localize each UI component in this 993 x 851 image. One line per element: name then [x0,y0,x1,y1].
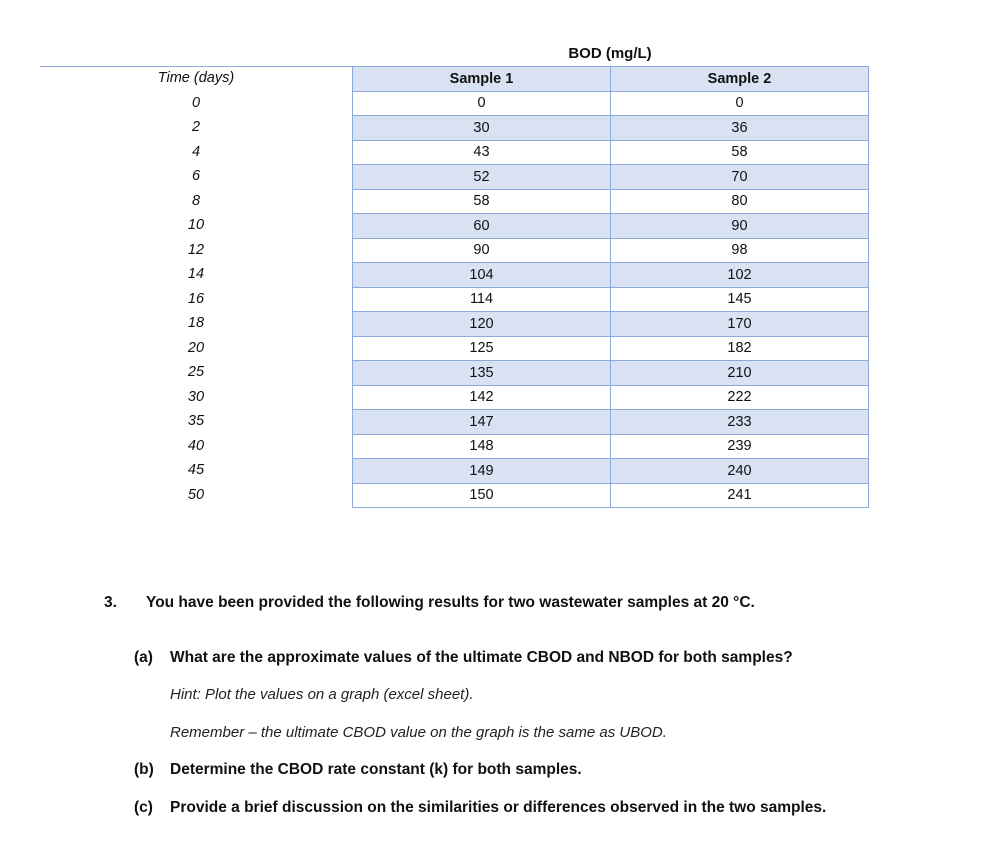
time-cell: 35 [187,413,205,429]
table-row [353,459,869,484]
time-cell: 18 [187,315,205,331]
time-cell: 12 [187,241,205,258]
sample1-cell: 114 [353,287,611,312]
sample2-cell: 182 [611,336,869,361]
part-c [134,799,826,817]
sample2-cell: 170 [611,312,869,337]
table-row [353,263,869,288]
time-cell: 30 [187,388,205,405]
sample2-cell: 98 [611,238,869,263]
table-row [353,140,869,165]
table-row [353,189,869,214]
table-row [353,238,869,263]
sample2-cell: 36 [611,116,869,141]
sample2-cell: 210 [611,361,869,386]
sample1-cell: 52 [353,165,611,190]
time-cell: 40 [187,437,205,454]
question-number: 3. [104,594,117,611]
time-cell: 4 [191,143,201,160]
table-row [353,361,869,386]
question-text: You have been provided the following results for two wastewater samples at 20 °C. [146,594,755,611]
time-cell: 6 [191,168,201,184]
hint-text: Hint: Plot the values on a graph (excel sheet). [170,686,474,703]
sample2-cell: 58 [611,140,869,165]
sample1-cell: 148 [353,434,611,459]
time-cell: 0 [191,94,201,111]
time-cell: 25 [187,364,205,380]
time-header: Time (days) [157,70,235,86]
sample1-cell: 135 [353,361,611,386]
time-cell: 45 [187,462,205,478]
sample1-cell: 104 [353,263,611,288]
sample1-cell: 58 [353,189,611,214]
sample2-cell: 241 [611,483,869,508]
sample1-cell: 30 [353,116,611,141]
time-cell: 16 [187,290,205,307]
bod-table [352,66,869,508]
table-row [353,434,869,459]
table-row [353,214,869,239]
sample1-cell: 90 [353,238,611,263]
sample1-cell: 120 [353,312,611,337]
time-cell: 50 [187,486,205,503]
sample2-cell: 240 [611,459,869,484]
sample2-cell: 233 [611,410,869,435]
sample2-cell: 70 [611,165,869,190]
part-a [134,649,793,667]
table-row [353,165,869,190]
table-row [353,336,869,361]
time-cell: 2 [191,119,201,135]
sample2-cell: 239 [611,434,869,459]
sample2-cell: 90 [611,214,869,239]
sample1-cell: 150 [353,483,611,508]
sample1-cell: 60 [353,214,611,239]
sample1-cell: 125 [353,336,611,361]
bod-column-group-header: BOD (mg/L) [568,45,652,62]
sample1-cell: 142 [353,385,611,410]
table-row [353,483,869,508]
sample2-cell: 80 [611,189,869,214]
table-row [353,91,869,116]
question-3 [104,594,755,612]
table-row [353,116,869,141]
sample1-cell: 149 [353,459,611,484]
sample2-cell: 222 [611,385,869,410]
sample1-cell: 43 [353,140,611,165]
time-column [40,66,352,507]
part-b [134,761,582,779]
time-cell: 8 [191,192,201,209]
remember-text: Remember – the ultimate CBOD value on the graph is the same as UBOD. [170,724,667,741]
sample2-cell: 145 [611,287,869,312]
sample1-cell: 147 [353,410,611,435]
part-b-text: Determine the CBOD rate constant (k) for both samples. [170,761,582,778]
time-cell: 14 [187,266,205,282]
part-b-label: (b) [134,761,154,778]
part-c-label: (c) [134,799,153,816]
part-a-text: What are the approximate values of the ultimate CBOD and NBOD for both samples? [170,649,793,666]
table-row [353,410,869,435]
table-row [353,287,869,312]
sample2-cell: 102 [611,263,869,288]
sample2-cell: 0 [611,91,869,116]
table-row [353,385,869,410]
sample1-header: Sample 1 [353,67,611,92]
sample2-header: Sample 2 [611,67,869,92]
part-a-label: (a) [134,649,153,666]
time-cell: 20 [187,339,205,356]
part-c-text: Provide a brief discussion on the similarities or differences observed in the two samples. [170,799,827,816]
time-cell: 10 [187,217,205,233]
sample1-cell: 0 [353,91,611,116]
table-row [353,312,869,337]
